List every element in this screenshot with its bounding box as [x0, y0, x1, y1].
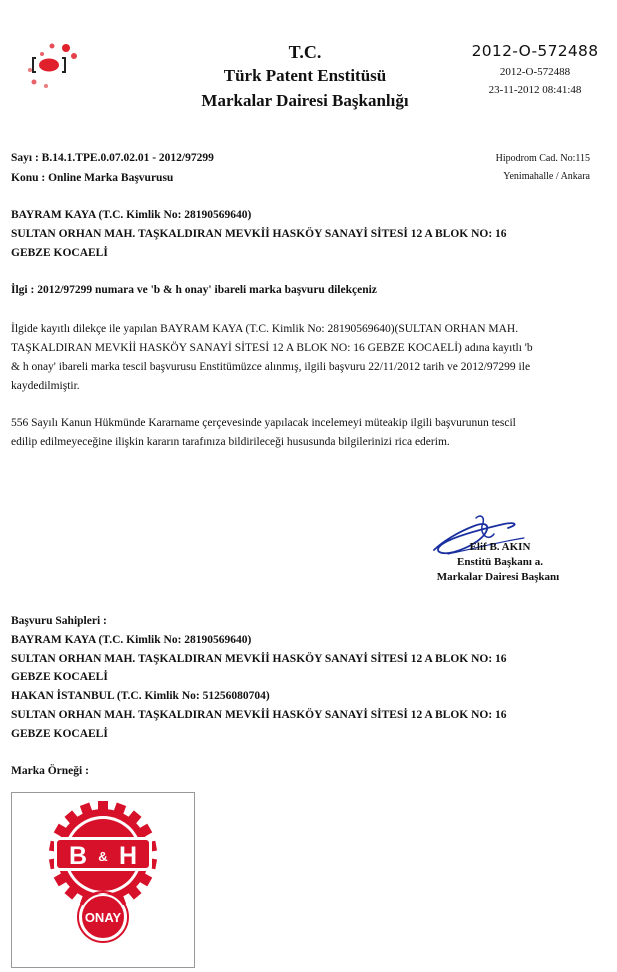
applicant-1-address-line2: GEBZE KOCAELİ — [11, 671, 108, 683]
logo-letter-h: H — [118, 842, 138, 870]
body-paragraph-1 — [11, 320, 596, 396]
applicant-2-name: HAKAN İSTANBUL (T.C. Kimlik No: 51256080704) — [11, 690, 270, 702]
logo-letter-b: B — [68, 842, 88, 870]
applicant-2-address-line2: GEBZE KOCAELİ — [11, 728, 108, 740]
applicant-2-address-line1: SULTAN ORHAN MAH. TAŞKALDIRAN MEVKİİ HASKÖY SANAYİ SİTESİ 12 A BLOK NO: 16 — [11, 709, 507, 721]
brand-sample-image — [11, 792, 195, 968]
applicant-1-address-line1: SULTAN ORHAN MAH. TAŞKALDIRAN MEVKİİ HASKÖY SANAYİ SİTESİ 12 A BLOK NO: 16 — [11, 653, 507, 665]
brand-sample-heading: Marka Örneği : — [11, 765, 89, 777]
recipient-name: BAYRAM KAYA (T.C. Kimlik No: 28190569640) — [11, 209, 252, 221]
ilgi-reference: İlgi : 2012/97299 numara ve 'b & h onay' ibareli marka başvuru dilekçeniz — [11, 284, 377, 296]
logo-ampersand: & — [98, 849, 108, 864]
body-paragraph-1-line: TAŞKALDIRAN MEVKİİ HASKÖY SANAYİ SİTESİ 12 A BLOK NO: 16 GEBZE KOCAELİ) adına kayıtlı 'b — [11, 342, 533, 354]
signatory-title-2: Markalar Dairesi Başkanı — [436, 571, 560, 583]
body-paragraph-2-line: edilip edilmeyeceğine ilişkin kararın tarafınıza bildirileceği hususunda bilgilerinizi rica ederim. — [11, 436, 450, 448]
body-paragraph-2 — [11, 414, 596, 452]
body-paragraph-1-line: kaydedilmiştir. — [11, 380, 80, 392]
reference-number: Sayı : B.14.1.TPE.0.07.02.01 - 2012/97299 — [11, 152, 214, 164]
logo-onay-text: ONAY — [84, 910, 122, 925]
applicant-1-name: BAYRAM KAYA (T.C. Kimlik No: 28190569640) — [11, 634, 252, 646]
body-paragraph-1-line: İlgide kayıtlı dilekçe ile yapılan BAYRAM KAYA (T.C. Kimlik No: 28190569640)(SULTAN ORHAN MAH. — [11, 323, 519, 335]
barcode-number: 2012-O-572488 — [471, 42, 599, 60]
body-paragraph-2-line: 556 Sayılı Kanun Hükmünde Kararname çerçevesinde yapılacak incelemeyi müteakip ilgili başvurunun tescil — [11, 417, 516, 429]
header-institute: Türk Patent Enstitüsü — [223, 66, 387, 85]
signatory-name: Elif B. AKIN — [469, 541, 531, 553]
recipient-address-line1: SULTAN ORHAN MAH. TAŞKALDIRAN MEVKİİ HASKÖY SANAYİ SİTESİ 12 A BLOK NO: 16 — [11, 228, 507, 240]
bh-onay-logo — [12, 793, 194, 967]
document-datetime: 23-11-2012 08:41:48 — [488, 84, 582, 96]
applicants-heading: Başvuru Sahipleri : — [11, 615, 107, 627]
header-tc: T.C. — [288, 42, 322, 62]
subject: Konu : Online Marka Başvurusu — [11, 172, 174, 184]
tpe-logo-icon — [22, 40, 82, 88]
body-paragraph-1-line: & h onay' ibareli marka tescil başvurusu Enstitümüzce alınmış, ilgili başvuru 22/11/2012 tarih ve 2012/97299 ile — [11, 361, 531, 373]
institute-address-line1: Hipodrom Cad. No:115 — [495, 153, 590, 164]
document-number: 2012-O-572488 — [499, 66, 571, 78]
signatory-title-1: Enstitü Başkanı a. — [457, 556, 543, 568]
institute-address-line2: Yenimahalle / Ankara — [503, 171, 590, 182]
header-department: Markalar Dairesi Başkanlığı — [201, 91, 409, 110]
recipient-address-line2: GEBZE KOCAELİ — [11, 247, 108, 259]
